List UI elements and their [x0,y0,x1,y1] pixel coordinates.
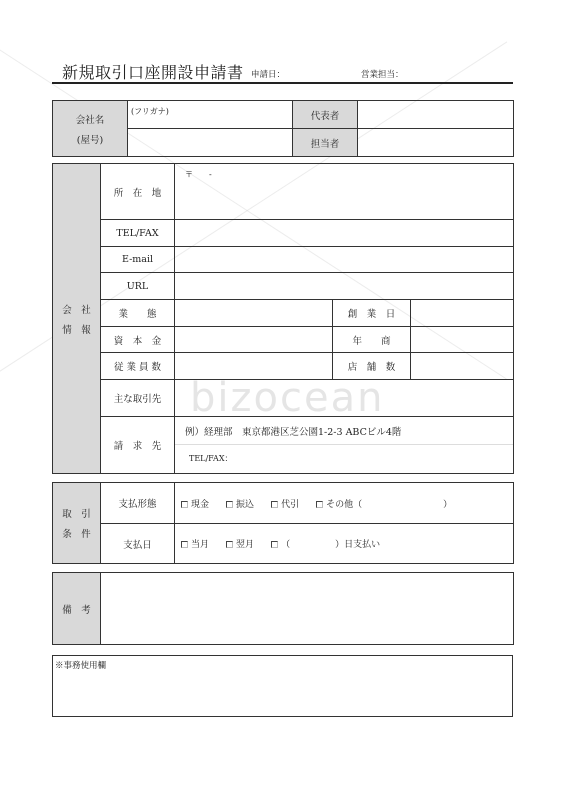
email-field[interactable] [175,247,514,273]
annual-sales-field[interactable] [411,327,514,353]
company-info-section-header [53,164,101,474]
office-use-table [52,655,513,717]
watermark-logo: bizocean [190,375,385,421]
url-field[interactable] [175,273,514,300]
capital-label: 資 本 金 [101,327,175,353]
url-label: URL [101,273,175,300]
remarks-label: 備 考 [53,573,101,645]
remarks-field[interactable] [101,573,514,645]
billing-example: 例）経理部 東京都港区芝公園1-2-3 ABCビル4階 [175,417,513,445]
terms-label-line1: 取 引 [62,509,91,520]
company-info-table [52,163,514,474]
checkbox-icon [226,541,233,548]
office-use-label: ※事務使用欄 [55,661,107,671]
payment-method-label: 支払形態 [101,483,175,524]
payment-date-day[interactable]: （ ）日支払い [271,537,380,550]
stores-label: 店 舗 数 [333,353,411,380]
annual-sales-label: 年 商 [333,327,411,353]
employees-label: 従 業 員 数 [101,353,175,380]
payment-method-options [175,483,514,524]
payment-date-next-month[interactable]: 翌月 [226,537,254,550]
representative-label: 代表者 [293,101,358,129]
terms-section-header [53,483,101,564]
checkbox-icon [271,501,278,508]
payment-date-label: 支払日 [101,524,175,564]
sales-rep-label: 営業担当： [361,70,404,80]
tel-fax-label: TEL/FAX [101,220,175,247]
billing-tel-fax: TEL/FAX： [189,454,233,463]
tel-fax-field[interactable] [175,220,514,247]
payment-option-other[interactable]: その他（ ） [316,497,452,510]
payment-option-cod[interactable]: 代引 [271,497,299,510]
checkbox-icon [316,501,323,508]
company-name-header [53,101,128,157]
founded-field[interactable] [411,300,514,327]
furigana-label: (フリガナ) [131,107,169,116]
address-label: 所 在 地 [101,164,175,220]
payment-date-options [175,524,514,564]
checkbox-icon [271,541,278,548]
apply-date-label: 申請日： [251,70,286,80]
contact-person-label: 担当者 [293,129,358,157]
billing-label: 請 求 先 [101,417,175,474]
terms-table [52,482,514,564]
email-label: E-mail [101,247,175,273]
contact-person-field[interactable] [358,129,514,157]
title-rule [52,82,513,84]
business-type-label: 業 態 [101,300,175,327]
checkbox-icon [181,541,188,548]
business-type-field[interactable] [175,300,333,327]
address-field[interactable] [175,164,514,220]
office-use-field[interactable] [53,656,513,717]
furigana-field[interactable] [128,101,293,129]
company-info-label-line2: 情 報 [62,324,91,336]
representative-field[interactable] [358,101,514,129]
document-title: 新規取引口座開設申請書 [62,63,244,82]
postal-mark: 〒 - [185,170,212,179]
trade-name-label: (屋号) [76,134,104,146]
remarks-table [52,572,514,645]
capital-field[interactable] [175,327,333,353]
checkbox-icon [226,501,233,508]
stores-field[interactable] [411,353,514,380]
main-clients-label: 主な取引先 [101,380,175,417]
company-name-table [52,100,514,157]
company-info-label-line1: 会 社 [62,304,91,316]
company-name-label: 会社名 [75,114,105,126]
checkbox-icon [181,501,188,508]
payment-date-this-month[interactable]: 当月 [181,537,209,550]
payment-option-cash[interactable]: 現金 [181,497,209,510]
founded-label: 創 業 日 [333,300,411,327]
company-name-field[interactable] [128,129,293,157]
billing-field[interactable] [175,417,514,474]
payment-option-transfer[interactable]: 振込 [226,497,254,510]
terms-label-line2: 条 件 [62,529,91,540]
